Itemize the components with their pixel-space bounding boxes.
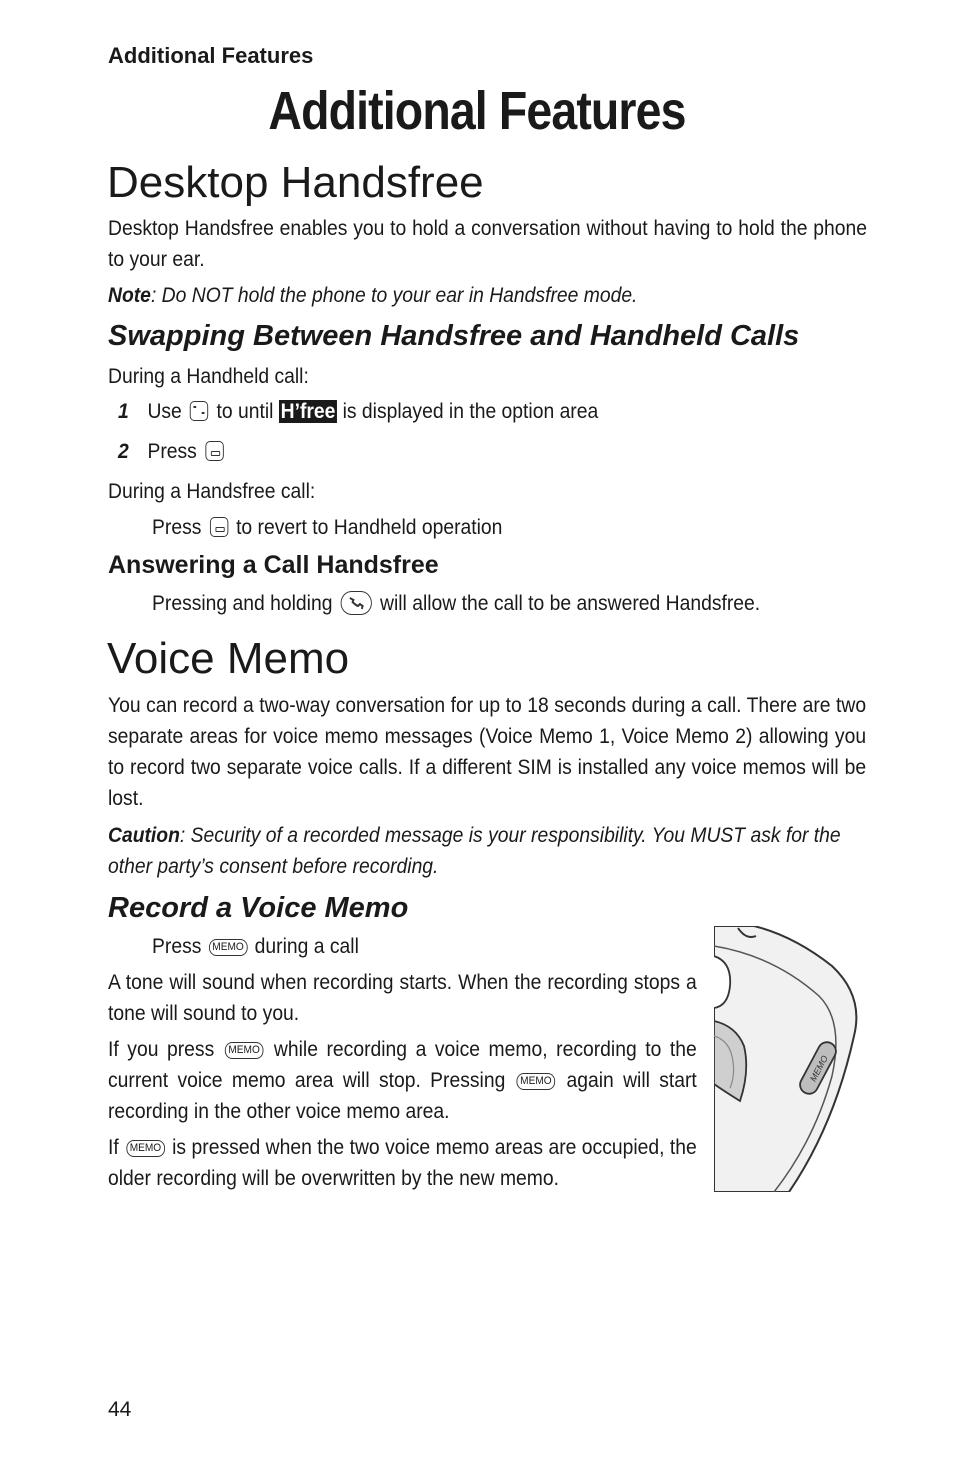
revert-instruction [152,512,502,543]
desktop-intro: Desktop Handsfree enables you to hold a conversation without having to hold the phone to your ear. [108,217,867,271]
note-text: : Do NOT hold the phone to your ear in Handsfree mode. [150,284,638,307]
answer-text-a: Pressing and holding [152,592,333,615]
page-title: Additional Features [268,81,686,141]
if-you-press-paragraph [108,1034,697,1127]
caution [108,820,866,882]
press-text-b: during a call [254,935,359,958]
handsfree-key-icon [210,517,228,537]
record-heading: Record a Voice Memo [108,892,409,924]
if-text-b: is pressed when the two voice memo areas are occupied, the older recording will be overwritten by the new memo. [108,1136,697,1190]
caution-text: : Security of a recorded message is your responsibility. You MUST ask for the other party’s consent before recording. [108,824,841,878]
hfree-option-badge: H’free [280,400,336,423]
step-1-text-a: Use [147,400,182,423]
overwrite-paragraph [108,1132,697,1194]
ifpress-text-a: If you press [108,1038,215,1061]
tone-paragraph: A tone will sound when recording starts. When the recording stops a tone will sound to you. [108,971,697,1025]
page-number: 44 [108,1398,132,1421]
during-handsfree: During a Handsfree call: [108,480,316,503]
press-memo-instruction [152,931,359,962]
call-key-icon [341,591,372,615]
ifpress-text-c: again will start recording in the other voice memo area. [108,1069,697,1123]
during-handheld: During a Handheld call: [108,365,309,388]
step-2 [118,436,226,467]
ifpress-text-b: while recording a voice memo, recording to the current voice memo area will stop. Pressing [108,1038,697,1092]
note-label: Note [108,284,151,307]
section-heading-voice-memo: Voice Memo [107,634,350,683]
revert-text-b: to revert to Handheld operation [236,516,503,539]
caution-label: Caution [108,824,180,847]
answer-instruction [152,588,760,619]
step-1 [118,396,854,427]
step-2-text: Press [147,440,197,463]
if-text-a: If [108,1136,119,1159]
step-1-number: 1 [118,400,129,423]
memo-key-icon: MEMO [225,1042,264,1059]
answer-text-b: will allow the call to be answered Handsfree. [380,592,761,615]
note [108,280,867,311]
memo-key-icon: MEMO [209,939,248,956]
voice-intro: You can record a two-way conversation for up to 18 seconds during a call. There are two separate areas for voice memo messages (Voice Memo 1, Voice Memo 2) allowing you to record two separate voice calls. If a different SIM is installed any voice memos will be lost. [108,694,867,810]
swap-heading: Swapping Between Handsfree and Handheld Calls [108,320,800,352]
memo-key-icon: MEMO [126,1140,165,1157]
phone-side-illustration [714,926,860,1192]
navigation-key-icon [190,401,208,421]
answer-heading: Answering a Call Handsfree [108,551,439,579]
running-head: Additional Features [108,43,314,68]
section-heading-desktop-handsfree: Desktop Handsfree [107,158,484,207]
memo-side-key-label: MEMO [807,1053,830,1084]
press-text-a: Press [152,935,202,958]
memo-key-icon: MEMO [516,1073,555,1090]
handsfree-key-icon [205,441,223,461]
revert-text-a: Press [152,516,202,539]
step-1-text-b: to until [216,400,274,423]
step-2-number: 2 [118,440,129,463]
step-1-text-c: is displayed in the option area [342,400,599,423]
